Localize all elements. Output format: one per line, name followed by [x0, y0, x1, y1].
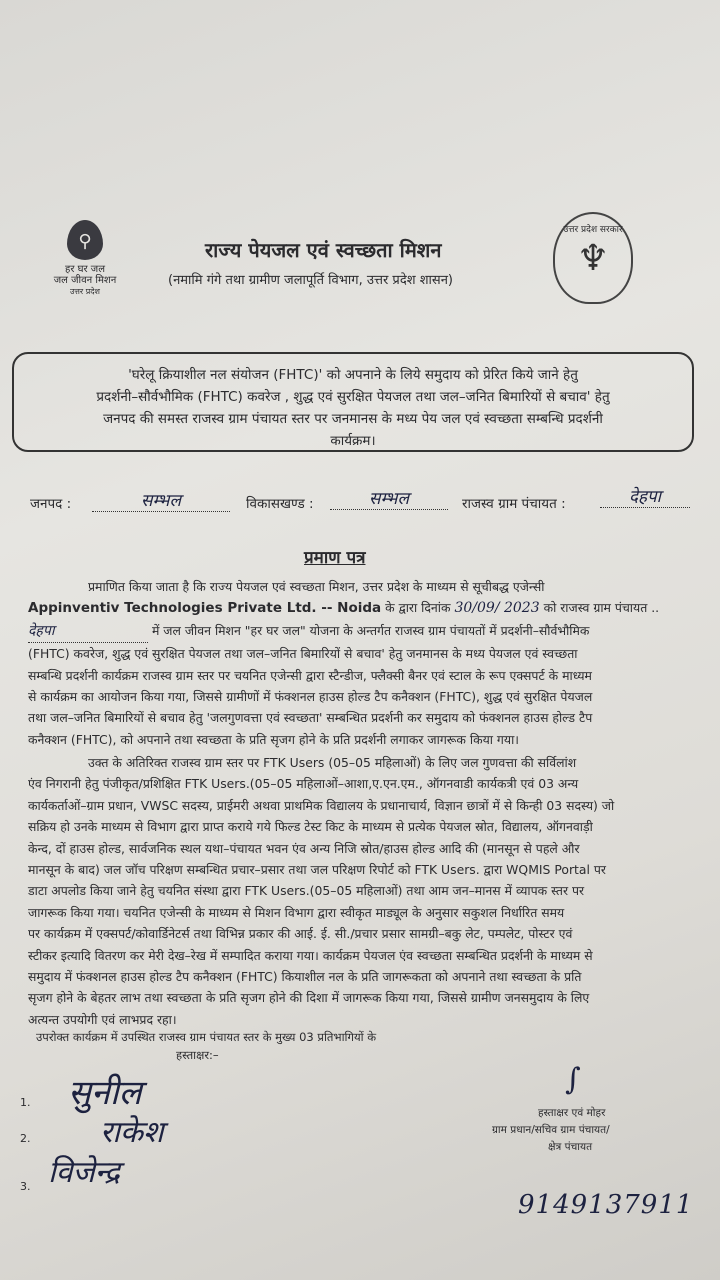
authority-line-1: हस्ताक्षर एवं मोहर	[538, 1107, 606, 1119]
panchayat-field	[600, 484, 690, 508]
janpad-field	[92, 488, 230, 512]
participants-intro	[36, 1028, 376, 1064]
vikaskhand-label: विकासखण्ड :	[246, 496, 314, 512]
document-subtitle: (नमामि गंगे तथा ग्रामीण जलापूर्ति विभाग, उत्तर प्रदेश शासन)	[168, 273, 453, 288]
program-description-box	[12, 352, 694, 452]
signatory-1-signature: सुनील	[68, 1073, 142, 1113]
signatory-number: 1.	[20, 1096, 31, 1109]
up-government-emblem	[553, 212, 633, 304]
water-drop-icon: ⚲	[67, 220, 103, 260]
p1-agency-line	[28, 597, 690, 619]
p1-line: सम्बन्धि प्रदर्शनी कार्यक्रम राजस्व ग्राम स्तर पर चयनित एजेन्सी द्वारा स्टैन्डीज, फ्लैक्सी बैनर एवं स्टाल के रूप एक्सपर्ट के माध्यम	[28, 667, 592, 683]
emblem-text: उत्तर प्रदेश सरकार	[563, 225, 623, 235]
certificate-heading: प्रमाण पत्र	[304, 548, 366, 568]
signatory-number: 2.	[20, 1132, 31, 1145]
p1-line: को राजस्व ग्राम पंचायत ..	[543, 600, 660, 616]
p2-line: मानसून के बाद) जल जॉच परिक्षण सम्बन्धित प्रचार–प्रसार तथा जल परिक्षण रिपोर्ट को FTK Users. द्वारा WQMIS Portal पर	[28, 862, 606, 878]
panchayat-value: देहपा	[600, 484, 690, 508]
certificate-paragraph-1	[28, 576, 690, 750]
p1-line: तथा जल–जनित बिमारियों से बचाव हेतु 'जलगुणवत्ता एवं स्वच्छता' सम्बन्धित प्रदर्शनी कर समुदाय को फंक्शनल हाउस होल्ड टैप	[28, 710, 593, 726]
p2-line: अत्यन्त उपयोगी एवं लाभप्रद रहा।	[28, 1011, 177, 1027]
signatory-number: 3.	[20, 1180, 31, 1193]
p2-line: स्टीकर इत्यादि वितरण कर मेरी देख–रेख में सम्पादित कराया गया। कार्यक्रम पेयजल एंव स्वच्छता सम्बन्धित प्रदर्शनी के माध्यम से	[28, 947, 593, 963]
p2-line: एंव निगरानी हेतु पंजीकृत/प्रशिक्षित FTK Users.(05–05 महिलाओं–आशा,ए.एन.एम., ऑगनवाडी कार्यकत्री एवं 03 अन्य	[28, 776, 579, 792]
agency-name: Appinventiv Technologies Private Ltd. -- Noida	[28, 600, 382, 617]
p2-line: उक्त के अतिरिक्त राजस्व ग्राम स्तर पर FTK Users (05–05 महिलाओं) के लिए जल गुणवत्ता की सर्विलांश	[88, 755, 577, 770]
p2-line: सक्रिय हो उनके माध्यम से विभाग द्वारा प्राप्त कराये गये फिल्ड टेस्ट किट के माध्यम से प्रत्येक पेयजल स्रोत, विद्यालय, ऑगनवाड़ी	[28, 819, 593, 835]
logo-line-3: उत्तर प्रदेश	[70, 287, 100, 296]
box-line-4: कार्यक्रम।	[330, 433, 376, 449]
box-line-3: जनपद की समस्त राजस्व ग्राम पंचायत स्तर पर जनमानस के मध्य पेय जल एवं स्वच्छता सम्बन्धि प्रदर्शनी	[103, 411, 603, 427]
p2-line: जागरूक किया गया। चयनित एजेन्सी के माध्यम से मिशन विभाग द्वारा स्वीकृत माड्यूल के अनुसार सकुशल निर्धारित समय	[28, 904, 565, 920]
signatory-3-signature: विजेन्द्र	[48, 1155, 120, 1190]
logo-line-1: हर घर जल	[65, 264, 105, 275]
village-fill: देहपा	[28, 621, 148, 643]
vikaskhand-field	[330, 486, 448, 510]
panchayat-label: राजस्व ग्राम पंचायत :	[462, 496, 566, 512]
phone-number: 9149137911	[518, 1190, 694, 1220]
authority-block	[492, 1105, 610, 1156]
program-date: 30/09/ 2023	[454, 600, 540, 617]
logo-line-2: जल जीवन मिशन	[53, 275, 117, 286]
p1-line: के द्वारा दिनांक	[385, 600, 451, 616]
p1-line: प्रमाणित किया जाता है कि राज्य पेयजल एवं स्वच्छता मिशन, उत्तर प्रदेश के माध्यम से सूचीबद्ध एजेन्सी	[88, 579, 545, 594]
p2-line: समुदाय में फंक्शनल हाउस होल्ड टैप कनैक्शन (FHTC) कियाशील नल के प्रति जागरूकता को अपनाने तथा स्वच्छता के प्रति	[28, 969, 582, 985]
emblem-icon: ♆	[576, 238, 610, 279]
box-line-2: प्रदर्शनी–सौर्वभौमिक (FHTC) कवरेज , शुद्ध एवं सुरक्षित पेयजल तथा जल–जनित बिमारियों से बचाव' हेतु	[96, 389, 610, 405]
p2-line: कार्यकर्ताओं–ग्राम प्रधान, VWSC सदस्य, प्राईमरी अथवा प्राथमिक विद्यालय के प्रधानाचार्य, विज्ञान छात्रों में से किन्ही 03 सदस्य) जो	[28, 797, 615, 813]
certificate-paragraph-2	[28, 752, 690, 1030]
p1-line: (FHTC) कवरेज, शुद्ध एवं सुरक्षित पेयजल तथा जल–जनित बिमारियों से बचाव' हेतु जनमानस के मध्य पेयजल एवं स्वच्छता	[28, 646, 578, 662]
document-title: राज्य पेयजल एवं स्वच्छता मिशन	[205, 238, 442, 262]
p1-line: कनैक्शन (FHTC), को अपनाने तथा स्वच्छता के प्रति सृजग होने के प्रति प्रदर्शनी लगाकर जागरूक किया गया।	[28, 731, 519, 747]
har-ghar-jal-logo	[50, 220, 120, 297]
p1-village-line	[28, 620, 690, 643]
p1-line: में जल जीवन मिशन "हर घर जल" योजना के अन्तर्गत राजस्व ग्राम पंचायतों में प्रदर्शनी–सौर्वभौमिक	[151, 622, 590, 638]
signatory-2-signature: राकेश	[100, 1115, 164, 1150]
closing-line-2: हस्ताक्षर:–	[176, 1048, 219, 1062]
p2-line: पर कार्यक्रम में एक्सपर्ट/कोवार्डिनेटर्स तथा विभिन्न प्रकार की आई. ई. सी./प्रचार प्रसार सामग्री–बकु लेट, पम्पलेट, पोस्टर एवं	[28, 926, 573, 942]
p2-line: सृजग होने के बेहतर लाभ तथा स्वच्छता के प्रति सृजग होने की दिशा में जागरूक किया गया, जिससे ग्रामीण जनसमुदाय के लिए	[28, 990, 590, 1006]
pradhan-signature-mark: ∫	[565, 1062, 581, 1097]
janpad-label: जनपद :	[30, 496, 72, 512]
closing-line-1: उपरोक्त कार्यक्रम में उपस्थित राजस्व ग्राम पंचायत स्तर के मुख्य 03 प्रतिभागियों के	[36, 1030, 377, 1044]
p2-line: केन्द, दों हाउस होल्ड, सार्वजनिक स्थल यथा–पंचायत भवन एंव अन्य निजि स्रोत/हाउस होल्ड आदि की (मानसून से पहले और	[28, 840, 580, 856]
vikaskhand-value: सम्भल	[330, 486, 448, 510]
authority-line-2: ग्राम प्रधान/सचिव ग्राम पंचायत/	[492, 1124, 610, 1136]
p2-line: डाटा अपलोड किया जाने हेतु चयनित संस्था द्वारा FTK Users.(05–05 महिलाओं) तथा आम जन–मानस में व्यापक स्तर पर	[28, 883, 585, 899]
janpad-value: सम्भल	[92, 488, 230, 512]
p1-line: से कार्यक्रम का आयोजन किया गया, जिससे ग्रामीणों में फंक्शनल हाउस होल्ड टैप कनैक्शन (FHTC), शुद्ध एवं सुरक्षित पेयजल	[28, 689, 593, 705]
box-line-1: 'घरेलू क्रियाशील नल संयोजन (FHTC)' को अपनाने के लिये समुदाय को प्रेरित किये जाने हेतु	[128, 367, 578, 383]
authority-line-3: क्षेत्र पंचायत	[548, 1141, 593, 1153]
